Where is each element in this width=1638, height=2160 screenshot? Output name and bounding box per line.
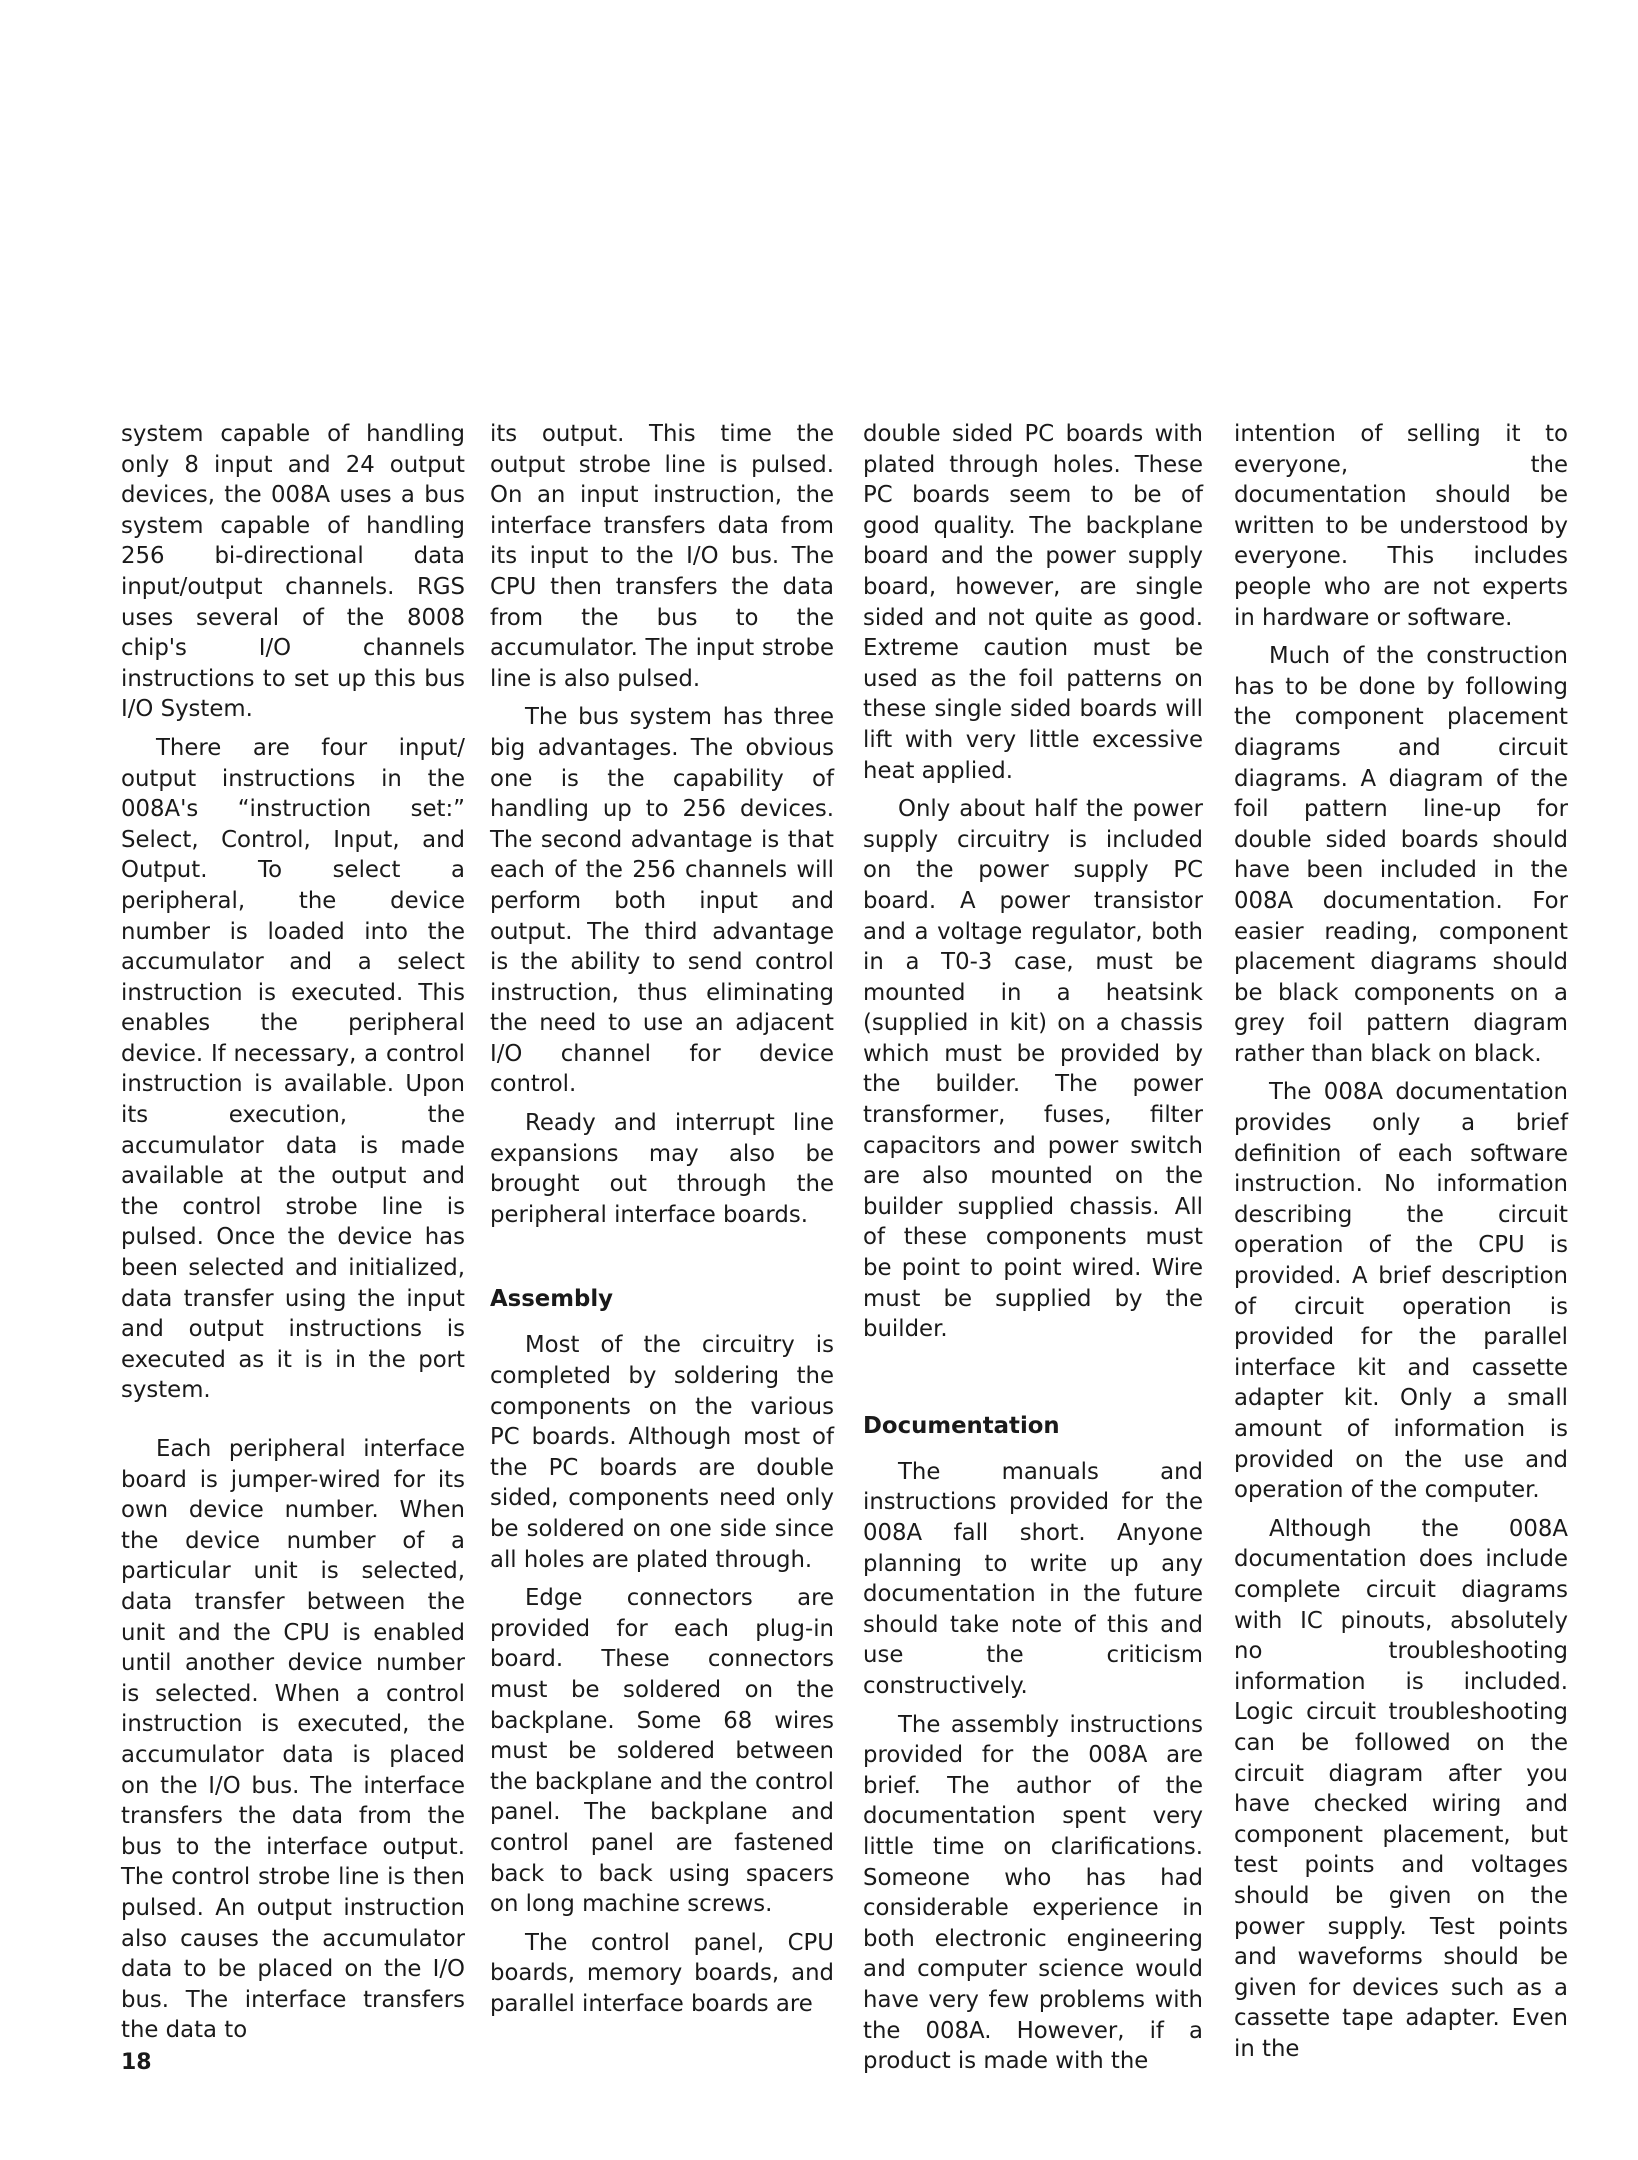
paragraph: Although the 008A documentation does include complete circuit diagrams with IC pinouts, absolutely no troubleshooting information is included. Logic circuit troubleshooting can be followed on the circuit diagram after you have checked wiring and component placement, but test points and voltages should be given on the power supply. Test points and waveforms should be given for devices such as a cassette tape adapter. Even in the [1234,1515,1568,2062]
text-column-3 [863,419,1203,2077]
paragraph: The control panel, CPU boards, memory boards, and parallel interface boards are [490,1929,834,2017]
paragraph: The 008A documentation provides only a brief definition of each software instruction. No information describing the circuit operation of the CPU is provided. A brief description of circuit operation is provided for the parallel interface kit and cassette adapter kit. Only a small amount of information is provided on the use and operation of the computer. [1234,1079,1568,1504]
paragraph: Edge connectors are provided for each plug-in board. These connectors must be soldered on the backplane. Some 68 wires must be soldered between the backplane and the control panel. The backplane and control panel are fastened back to back using spacers on long machine screws. [490,1585,834,1918]
paragraph: double sided PC boards with plated through holes. These PC boards seem to be of good quality. The backplane board and the power supply board, however, are single sided and not quite as good. Extreme caution must be used as the foil patterns on these single sided boards will lift with very little excessive heat applied. [863,421,1203,784]
text-column-4 [1234,419,1568,2064]
section-heading-assembly: Assembly [490,1286,613,1313]
paragraph: Most of the circuitry is completed by soldering the components on the various PC boards. Although most of the PC boards are double sided, components need only be soldered on one side since all holes are plated through. [490,1332,834,1573]
paragraph: Each peripheral interface board is jumper-wired for its own device number. When the device number of a particular unit is selected, data transfer between the unit and the CPU is enabled until another device number is selected. When a control instruction is executed, the accumulator data is placed on the I/O bus. The interface transfers the data from the bus to the interface output. The control strobe line is then pulsed. An output instruction also causes the accumulator data to be placed on the I/O bus. The interface transfers the data to [121,1436,465,2044]
paragraph: The manuals and instructions provided for the 008A fall short. Anyone planning to write up any documentation in the future should take note of this and use the criticism constructively. [863,1458,1203,1699]
paragraph: There are four input/ output instructions in the 008A's “instruction set:” Select, Control, Input, and Output. To select a peripheral, the device number is loaded into the accumulator and a select instruction is executed. This enables the peripheral device. If necessary, a control instruction is available. Upon its execution, the accumulator data is made available at the output and the control strobe line is pulsed. Once the device has been selected and initialized, data transfer using the input and output instructions is executed as it is in the port system. [121,734,465,1404]
paragraph: intention of selling it to everyone, the documentation should be written to be understood by everyone. This includes people who are not experts in hardware or software. [1234,421,1568,631]
section-heading-documentation: Documentation [863,1412,1060,1439]
paragraph: Only about half the power supply circuitry is included on the power supply PC board. A power transistor and a voltage regulator, both in a T0-3 case, must be mounted in a heatsink (supplied in kit) on a chassis which must be provided by the builder. The power transformer, fuses, filter capacitors and power switch are also mounted on the builder supplied chassis. All of these components must be point to point wired. Wire must be supplied by the builder. [863,796,1203,1343]
page-number: 18 [121,2050,152,2075]
text-column-2 [490,419,834,2020]
paragraph: Much of the construction has to be done by following the component placement diagrams and circuit diagrams. A diagram of the foil pattern line-up for double sided boards should have been included in the 008A documentation. For easier reading, component placement diagrams should be black components on a grey foil pattern diagram rather than black on black. [1234,643,1568,1067]
text-column-1 [121,419,465,2046]
paragraph: The assembly instructions provided for the 008A are brief. The author of the documentation spent very little time on clarifications. Someone who has had considerable experience in both electronic engineering and computer science would have very few problems with the 008A. However, if a product is made with the [863,1711,1203,2075]
paragraph: The bus system has three big advantages. The obvious one is the capability of handling up to 256 devices. The second advantage is that each of the 256 channels will perform both input and output. The third advantage is the ability to send control instruction, thus eliminating the need to use an adjacent I/O channel for device control. [490,704,834,1098]
paragraph: Ready and interrupt line expansions may also be brought out through the peripheral interface boards. [490,1110,834,1228]
paragraph: its output. This time the output strobe line is pulsed. On an input instruction, the interface transfers data from its input to the I/O bus. The CPU then transfers the data from the bus to the accumulator. The input strobe line is also pulsed. [490,421,834,692]
paragraph: system capable of handling only 8 input and 24 output devices, the 008A uses a bus system capable of handling 256 bi-directional data input/output channels. RGS uses several of the 8008 chip's I/O channels instructions to set up this bus I/O System. [121,421,465,723]
